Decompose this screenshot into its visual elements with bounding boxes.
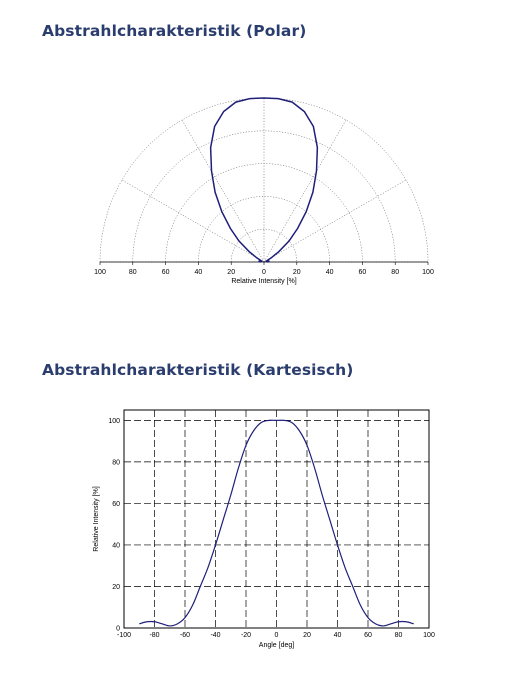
cartesian-x-tick-label: 40 (333, 632, 342, 639)
polar-tick-label: 40 (194, 269, 203, 276)
polar-tick-label: 80 (128, 269, 137, 276)
cartesian-x-tick-label: -80 (149, 632, 160, 639)
cartesian-x-tick-label: 0 (274, 632, 279, 639)
polar-tick-label: 0 (262, 269, 266, 276)
cartesian-y-tick-label: 40 (112, 542, 120, 550)
cartesian-x-tick-label: 100 (423, 632, 435, 639)
cartesian-x-tick-label: -60 (179, 632, 191, 639)
polar-tick-label: 40 (325, 269, 334, 276)
cartesian-x-tick-label: 80 (394, 632, 403, 639)
cartesian-y-axis-label: Relative Intensity [%] (93, 486, 100, 552)
polar-grid-spoke (264, 120, 346, 262)
cartesian-grid (124, 410, 429, 628)
polar-x-axis-label: Relative Intensity [%] (231, 278, 297, 285)
cartesian-y-tick-label: 80 (112, 459, 120, 467)
polar-tick-label: 20 (292, 269, 301, 276)
polar-chart-title: Abstrahlcharakteristik (Polar) (42, 22, 307, 40)
polar-tick-label: 100 (422, 269, 434, 276)
cartesian-x-tick-label: -20 (240, 632, 252, 639)
polar-tick-label: 80 (391, 269, 400, 276)
polar-grid-spoke (264, 180, 406, 262)
polar-tick-labels (94, 262, 434, 276)
polar-grid-spoke (182, 120, 264, 262)
cartesian-chart-title: Abstrahlcharakteristik (Kartesisch) (42, 361, 354, 379)
cartesian-x-tick-label: 20 (303, 632, 311, 639)
cartesian-y-tick-label: 100 (108, 417, 120, 425)
cartesian-x-tick-label: -100 (116, 632, 132, 639)
polar-tick-label: 20 (227, 269, 236, 276)
polar-grid (100, 98, 428, 262)
polar-tick-label: 60 (358, 269, 367, 276)
cartesian-y-tick-label: 0 (116, 625, 120, 633)
polar-grid-ring (231, 229, 297, 262)
polar-tick-label: 100 (94, 269, 106, 276)
cartesian-y-tick-label: 20 (112, 583, 120, 591)
cartesian-y-tick-label: 60 (112, 500, 120, 508)
cartesian-tick-labels (108, 418, 435, 639)
polar-chart (0, 90, 528, 300)
polar-tick-label: 60 (161, 269, 170, 276)
cartesian-x-axis-label: Angle [deg] (258, 642, 295, 649)
cartesian-x-tick-label: 60 (364, 632, 372, 639)
polar-grid-spoke (122, 180, 264, 262)
cartesian-x-tick-label: -40 (210, 632, 221, 639)
cartesian-chart (0, 400, 528, 660)
